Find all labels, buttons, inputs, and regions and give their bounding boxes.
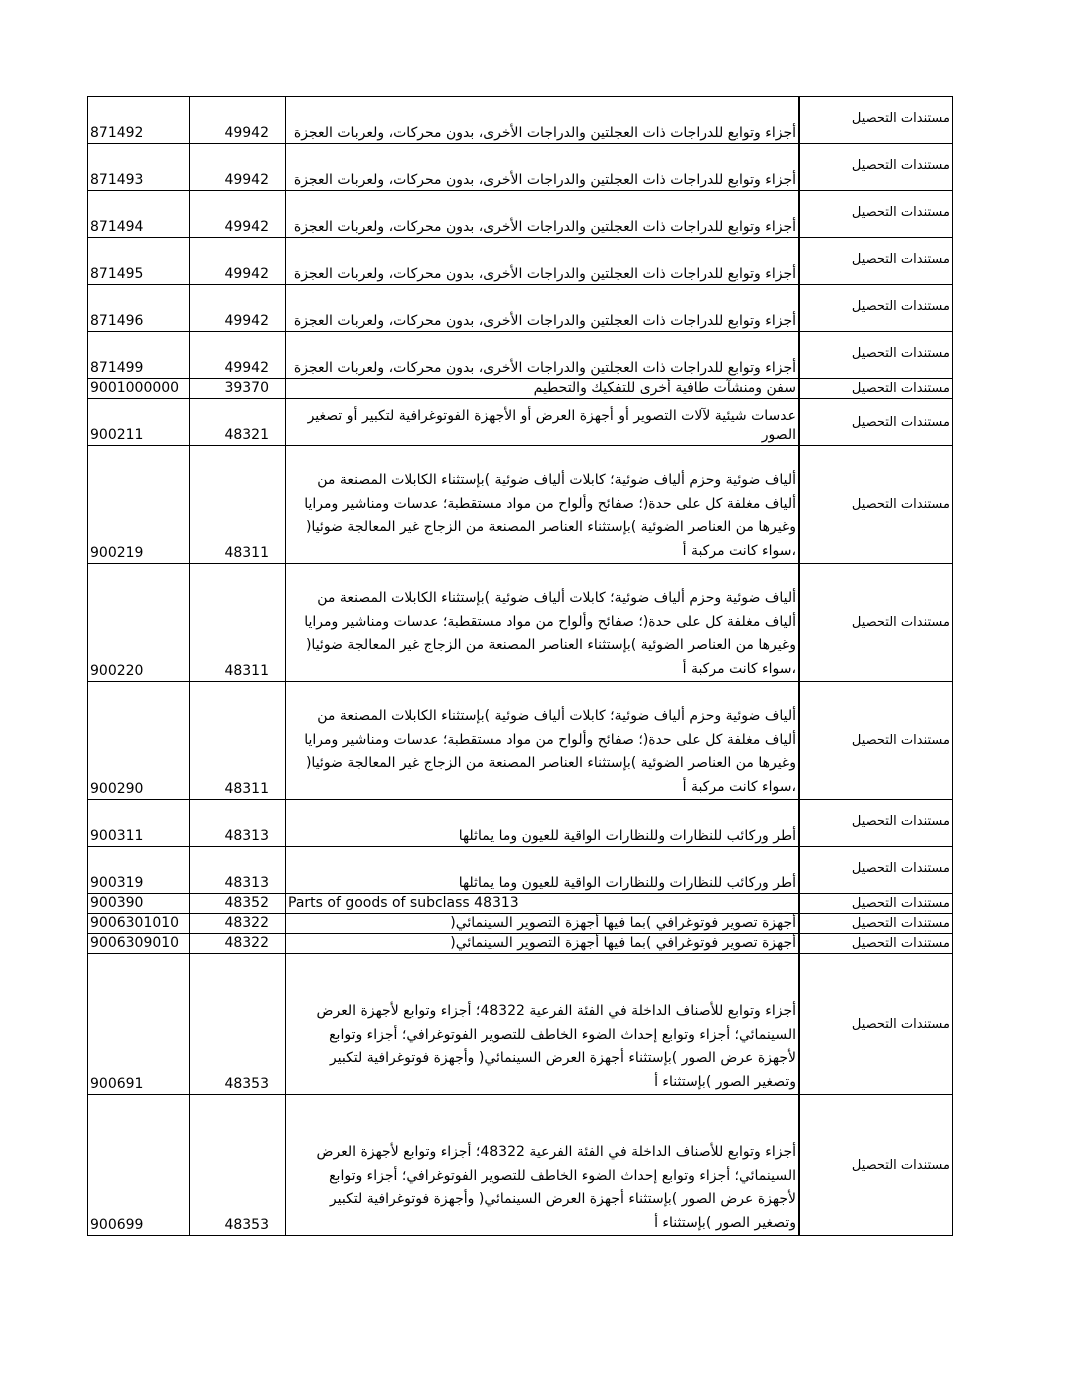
description-cell: أجهزة تصوير فوتوغرافي )بما فيها أجهزة التصوير السينمائي( xyxy=(286,934,800,954)
document-type-cell: مستندات التحصيل xyxy=(799,1095,953,1236)
table-row xyxy=(88,914,953,934)
table-row xyxy=(88,934,953,954)
description-cell: Parts of goods of subclass 48313 xyxy=(286,894,800,914)
cpc-code-cell: 48311 xyxy=(190,682,286,800)
hs-code-cell: 900319 xyxy=(88,847,190,894)
tariff-table xyxy=(87,96,953,1236)
cpc-code-cell: 48321 xyxy=(190,399,286,446)
cpc-code-cell: 48352 xyxy=(190,894,286,914)
table-row xyxy=(88,97,953,144)
cpc-code-cell: 48353 xyxy=(190,1095,286,1236)
table-row xyxy=(88,399,953,446)
table-row xyxy=(88,379,953,399)
table-row xyxy=(88,191,953,238)
cpc-code-cell: 48313 xyxy=(190,847,286,894)
cpc-code-cell: 39370 xyxy=(190,379,286,399)
hs-code-cell: 871494 xyxy=(88,191,190,238)
description-cell: أجهزة تصوير فوتوغرافي )بما فيها أجهزة التصوير السينمائي( xyxy=(286,914,800,934)
hs-code-cell: 871495 xyxy=(88,238,190,285)
description-cell: أجزاء وتوابع للدراجات ذات العجلتين والدراجات الأخرى، بدون محركات، ولعربات العجزة xyxy=(286,97,800,144)
table-row xyxy=(88,332,953,379)
description-cell: أجزاء وتوابع للدراجات ذات العجلتين والدراجات الأخرى، بدون محركات، ولعربات العجزة xyxy=(286,332,800,379)
table-row xyxy=(88,564,953,682)
description-cell: أطر وركائب للنظارات وللنظارات الواقية للعيون وما يماثلها xyxy=(286,800,800,847)
description-cell: عدسات شيئية لآلات التصوير أو أجهزة العرض أو الأجهزة الفوتوغرافية لتكبير أو تصغير الصور xyxy=(286,399,800,446)
cpc-code-cell: 49942 xyxy=(190,238,286,285)
description-cell: أجزاء وتوابع للأصناف الداخلة في الفئة الفرعية 48322؛ أجزاء وتوابع لأجهزة العرض السينمائي؛ أجزاء وتوابع إحداث الضوء الخاطف للتصوير الفوتوغرافي؛ أجزاء وتوابع لأجهزة عرض الصور )بإستثناء أجهزة العرض السينمائي( وأجهزة فوتوغرافية لتكبير وتصغير الصور )بإستثناء أ xyxy=(286,954,800,1095)
cpc-code-cell: 48311 xyxy=(190,564,286,682)
hs-code-cell: 900220 xyxy=(88,564,190,682)
document-type-cell: مستندات التحصيل xyxy=(799,564,953,682)
description-cell: أجزاء وتوابع للدراجات ذات العجلتين والدراجات الأخرى، بدون محركات، ولعربات العجزة xyxy=(286,285,800,332)
description-cell: أجزاء وتوابع للدراجات ذات العجلتين والدراجات الأخرى، بدون محركات، ولعربات العجزة xyxy=(286,144,800,191)
description-cell: أجزاء وتوابع للدراجات ذات العجلتين والدراجات الأخرى، بدون محركات، ولعربات العجزة xyxy=(286,238,800,285)
hs-code-cell: 900219 xyxy=(88,446,190,564)
description-cell: ألياف ضوئية وحزم ألياف ضوئية؛ كابلات ألياف ضوئية )بإستثناء الكابلات المصنعة من ألياف مغلفة كل على حدة(؛ صفائح وألواح من مواد مستقطبة؛ عدسات ومناشير ومرايا وغيرها من العناصر الضوئية )بإستثناء العناصر المصنعة من الزجاج غير المعالجة ضوئيا( ،سواء كانت مركبة أ xyxy=(286,446,800,564)
cpc-code-cell: 49942 xyxy=(190,97,286,144)
description-cell: أجزاء وتوابع للدراجات ذات العجلتين والدراجات الأخرى، بدون محركات، ولعربات العجزة xyxy=(286,191,800,238)
hs-code-cell: 871496 xyxy=(88,285,190,332)
document-type-cell: مستندات التحصيل xyxy=(799,682,953,800)
table-row xyxy=(88,894,953,914)
table-row xyxy=(88,285,953,332)
hs-code-cell: 900290 xyxy=(88,682,190,800)
description-cell: أجزاء وتوابع للأصناف الداخلة في الفئة الفرعية 48322؛ أجزاء وتوابع لأجهزة العرض السينمائي؛ أجزاء وتوابع إحداث الضوء الخاطف للتصوير الفوتوغرافي؛ أجزاء وتوابع لأجهزة عرض الصور )بإستثناء أجهزة العرض السينمائي( وأجهزة فوتوغرافية لتكبير وتصغير الصور )بإستثناء أ xyxy=(286,1095,800,1236)
description-cell: ألياف ضوئية وحزم ألياف ضوئية؛ كابلات ألياف ضوئية )بإستثناء الكابلات المصنعة من ألياف مغلفة كل على حدة(؛ صفائح وألواح من مواد مستقطبة؛ عدسات ومناشير ومرايا وغيرها من العناصر الضوئية )بإستثناء العناصر المصنعة من الزجاج غير المعالجة ضوئيا( ،سواء كانت مركبة أ xyxy=(286,682,800,800)
hs-code-cell: 9001000000 xyxy=(88,379,190,399)
document-type-cell: مستندات التحصيل xyxy=(799,894,953,914)
hs-code-cell: 900390 xyxy=(88,894,190,914)
table-row xyxy=(88,954,953,1095)
description-cell: أطر وركائب للنظارات وللنظارات الواقية للعيون وما يماثلها xyxy=(286,847,800,894)
cpc-code-cell: 48353 xyxy=(190,954,286,1095)
hs-code-cell: 900699 xyxy=(88,1095,190,1236)
document-type-cell: مستندات التحصيل xyxy=(799,285,953,332)
hs-code-cell: 871492 xyxy=(88,97,190,144)
document-type-cell: مستندات التحصيل xyxy=(799,954,953,1095)
cpc-code-cell: 48322 xyxy=(190,934,286,954)
cpc-code-cell: 49942 xyxy=(190,285,286,332)
document-type-cell: مستندات التحصيل xyxy=(799,332,953,379)
document-type-cell: مستندات التحصيل xyxy=(799,379,953,399)
table-row xyxy=(88,847,953,894)
cpc-code-cell: 49942 xyxy=(190,144,286,191)
document-type-cell: مستندات التحصيل xyxy=(799,446,953,564)
document-type-cell: مستندات التحصيل xyxy=(799,191,953,238)
document-type-cell: مستندات التحصيل xyxy=(799,399,953,446)
table-row xyxy=(88,238,953,285)
document-type-cell: مستندات التحصيل xyxy=(799,144,953,191)
table-row xyxy=(88,144,953,191)
document-type-cell: مستندات التحصيل xyxy=(799,847,953,894)
cpc-code-cell: 48311 xyxy=(190,446,286,564)
hs-code-cell: 900211 xyxy=(88,399,190,446)
description-cell: سفن ومنشآت طافية أخرى للتفكيك والتحطيم xyxy=(286,379,800,399)
document-type-cell: مستندات التحصيل xyxy=(799,97,953,144)
table-row xyxy=(88,682,953,800)
cpc-code-cell: 49942 xyxy=(190,332,286,379)
description-cell: ألياف ضوئية وحزم ألياف ضوئية؛ كابلات ألياف ضوئية )بإستثناء الكابلات المصنعة من ألياف مغلفة كل على حدة(؛ صفائح وألواح من مواد مستقطبة؛ عدسات ومناشير ومرايا وغيرها من العناصر الضوئية )بإستثناء العناصر المصنعة من الزجاج غير المعالجة ضوئيا( ،سواء كانت مركبة أ xyxy=(286,564,800,682)
hs-code-cell: 871499 xyxy=(88,332,190,379)
document-type-cell: مستندات التحصيل xyxy=(799,800,953,847)
cpc-code-cell: 49942 xyxy=(190,191,286,238)
hs-code-cell: 900311 xyxy=(88,800,190,847)
table-row xyxy=(88,800,953,847)
cpc-code-cell: 48313 xyxy=(190,800,286,847)
hs-code-cell: 871493 xyxy=(88,144,190,191)
document-type-cell: مستندات التحصيل xyxy=(799,238,953,285)
hs-code-cell: 900691 xyxy=(88,954,190,1095)
document-type-cell: مستندات التحصيل xyxy=(799,934,953,954)
hs-code-cell: 9006301010 xyxy=(88,914,190,934)
table-row xyxy=(88,446,953,564)
hs-code-cell: 9006309010 xyxy=(88,934,190,954)
table-row xyxy=(88,1095,953,1236)
document-type-cell: مستندات التحصيل xyxy=(799,914,953,934)
cpc-code-cell: 48322 xyxy=(190,914,286,934)
